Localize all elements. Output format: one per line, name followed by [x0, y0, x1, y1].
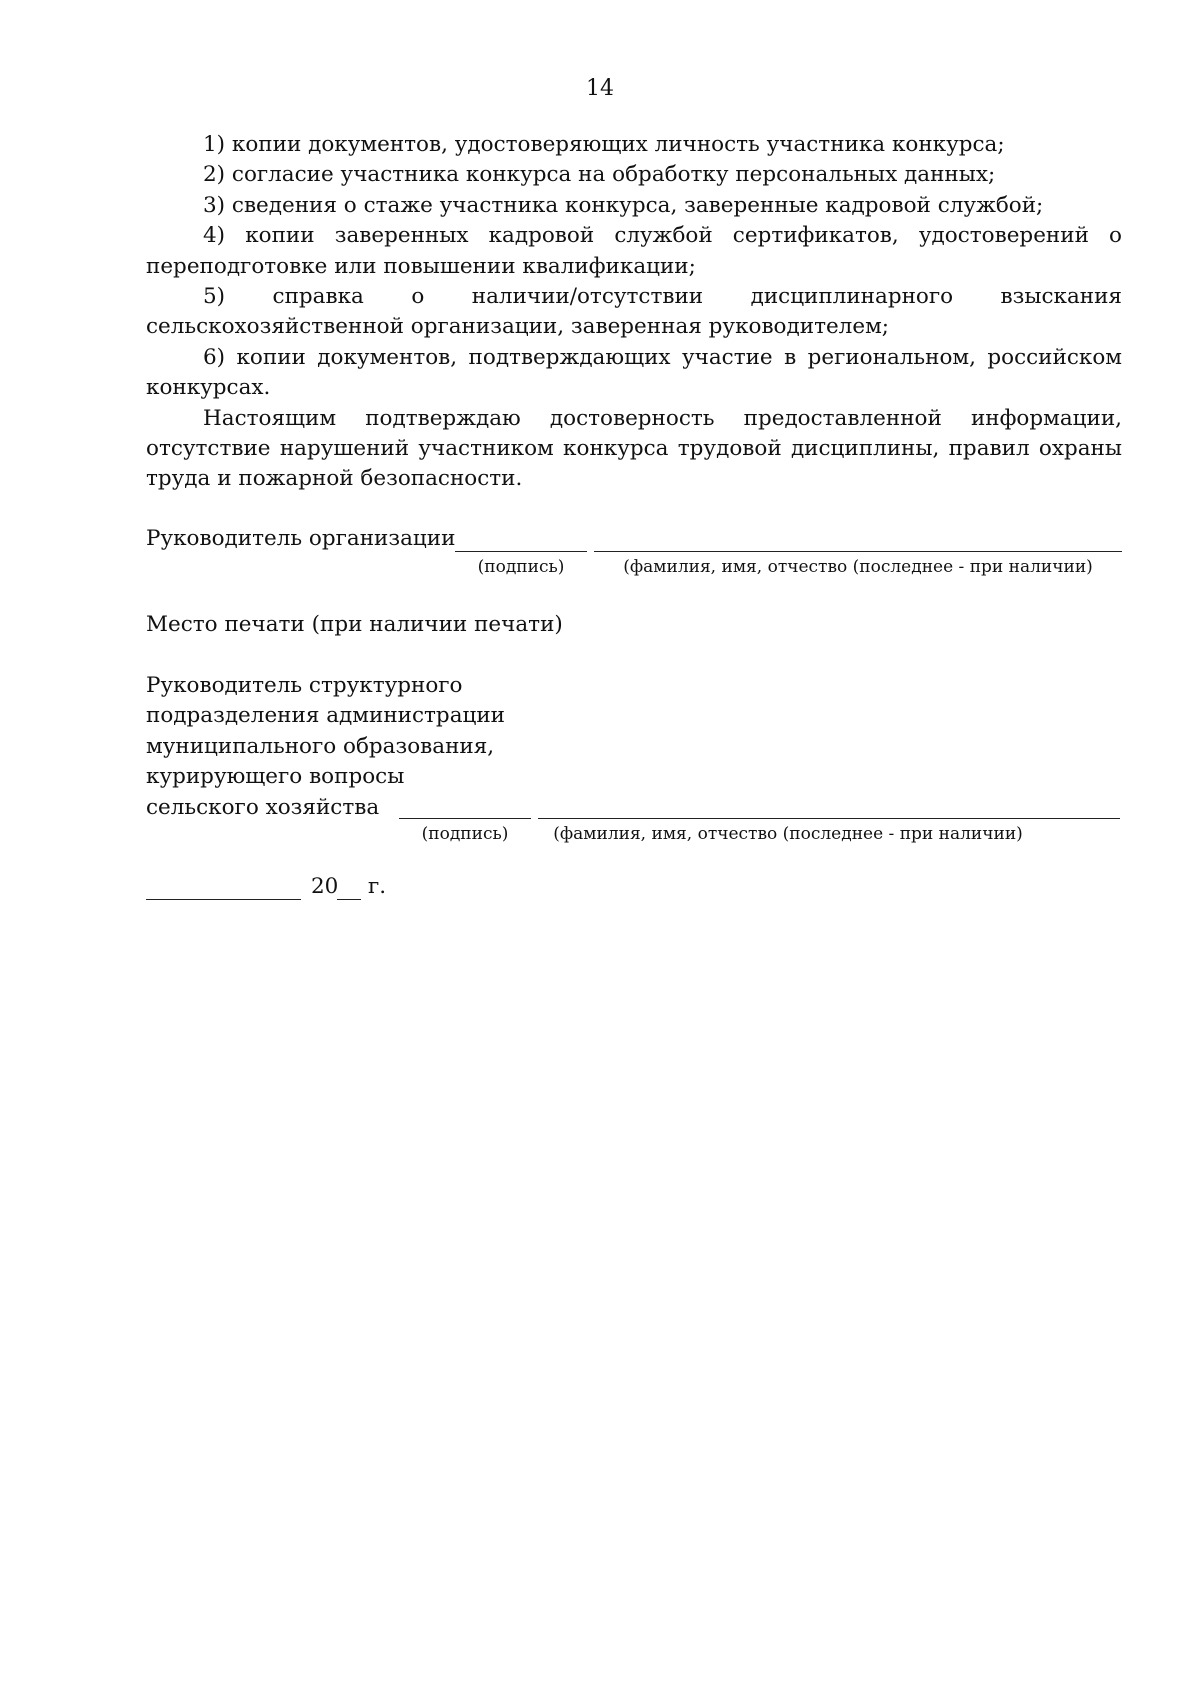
page-number: 14 [586, 76, 614, 101]
structural-head-line-2: подразделения администрации [146, 703, 505, 729]
structural-head-label [146, 671, 505, 823]
list-item-3: 3) сведения о стаже участника конкурса, заверенные кадровой службой; [203, 192, 1044, 218]
structural-head-signature-line [399, 818, 531, 819]
list-item-1: 1) копии документов, удостоверяющих личность участника конкурса; [203, 132, 1005, 157]
list-item-6: 6) копии документов, подтверждающих участие в региональном, российском конкурсах. [146, 344, 1122, 401]
confirmation-paragraph: Настоящим подтверждаю достоверность предоставленной информации, отсутствие нарушений участником конкурса трудовой дисциплины, правил охраны труда и пожарной безопасности. [146, 405, 1122, 492]
org-head-name-line [594, 551, 1122, 552]
structural-head-line-4: курирующего вопросы [146, 764, 405, 790]
list-item-5: 5) справка о наличии/отсутствии дисциплинарного взыскания сельскохозяйственной организации, заверенная руководителем; [146, 284, 1122, 340]
structural-head-line-5: сельского хозяйства [146, 794, 380, 820]
structural-head-line-1: Руководитель структурного [146, 673, 463, 698]
date-day-month-line [146, 899, 301, 900]
structural-head-signature-caption: (подпись) [421, 824, 509, 844]
org-head-name-caption: (фамилия, имя, отчество (последнее - при наличии) [623, 557, 1093, 577]
stamp-place-label: Место печати (при наличии печати) [146, 612, 563, 637]
date-year-line [337, 899, 361, 900]
document-body [146, 130, 1122, 495]
structural-head-name-line [538, 818, 1120, 819]
date-year-suffix: г. [368, 874, 387, 899]
list-item-4: 4) копии заверенных кадровой службой сертификатов, удостоверений о переподготовке или повышении квалификации; [146, 223, 1122, 279]
org-head-signature-caption: (подпись) [477, 557, 565, 577]
org-head-signature-line [455, 551, 587, 552]
date-year-prefix: 20 [311, 874, 339, 899]
list-item-2: 2) согласие участника конкурса на обработку персональных данных; [203, 162, 996, 188]
structural-head-line-3: муниципального образования, [146, 733, 495, 759]
org-head-label: Руководитель организации [146, 526, 456, 551]
structural-head-name-caption: (фамилия, имя, отчество (последнее - при наличии) [553, 824, 1023, 844]
